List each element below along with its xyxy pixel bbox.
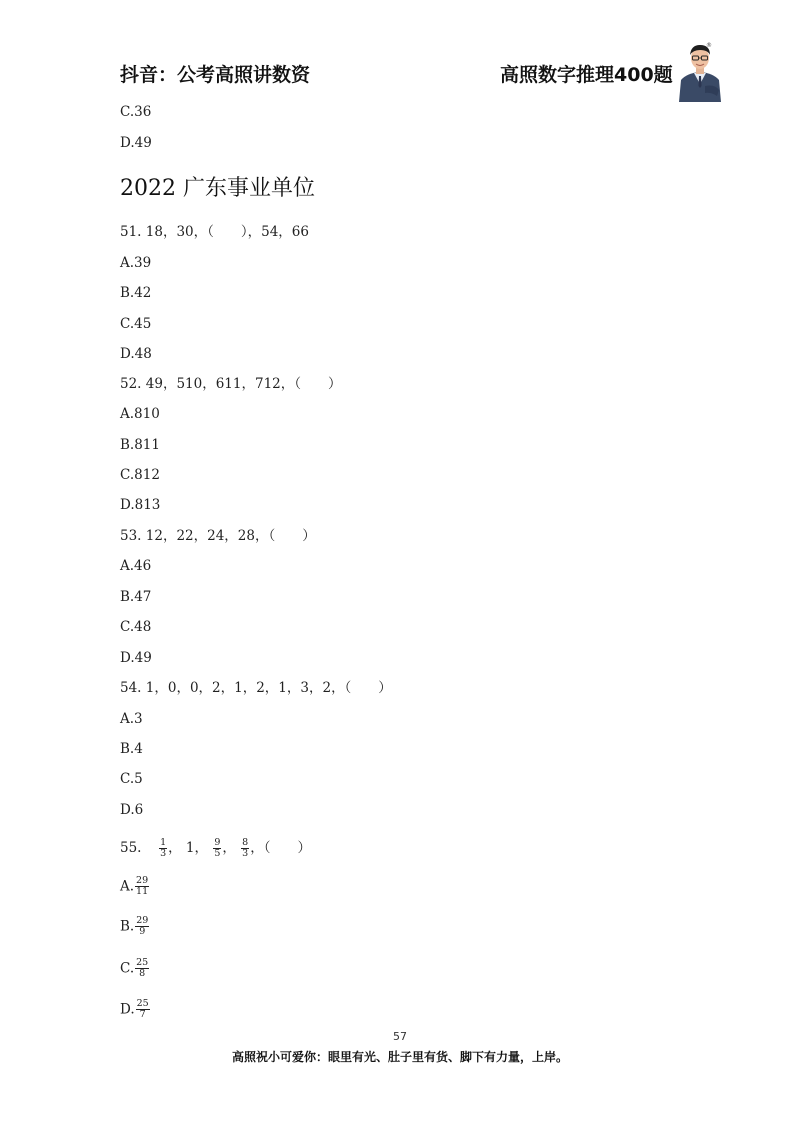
question-52-stem: 52. 49，510，611，712，（ ） [120,376,342,392]
header-right-title: 高照数字推理400题 [500,64,673,86]
question-54-option-d: D.6 [120,802,144,818]
question-51-stem: 51. 18，30，（ ），54，66 [120,224,309,240]
answer-blank: ，（ ） [250,840,311,856]
question-52-option-d: D.813 [120,497,161,513]
question-54-option-b: B.4 [120,741,143,757]
question-55-option-c: C. $\frac{25}{8}$ [120,957,149,979]
header-left-title: 抖音：公考高照讲数资 [120,64,311,86]
question-53-option-d: D.49 [120,650,152,666]
fraction-term-1: $\frac{1}{3}$ [160,837,167,859]
footer-slogan: 高照祝小可爱你：眼里有光、肚子里有货、脚下有力量，上岸。 [231,1050,568,1064]
question-53-stem: 53. 12，22，24，28，（ ） [120,528,316,544]
question-55-option-b: B. $\frac{29}{9}$ [120,915,149,937]
question-53-option-b: B.47 [120,589,152,605]
question-54-option-c: C.5 [120,771,143,787]
question-55-number: 55. [120,840,142,856]
question-51-option-c: C.45 [120,316,152,332]
question-51-option-a: A.39 [120,255,152,271]
question-53-option-c: C.48 [120,619,152,635]
question-54-stem: 54. 1，0，0，2，1，2，1，3，2，（ ） [120,680,392,696]
plain-term-2: 1 [185,840,195,856]
option-prev-d: D.49 [120,135,152,151]
trademark-symbol: ® [706,42,712,49]
question-51-option-d: D.48 [120,346,152,362]
question-54-option-a: A.3 [120,711,143,727]
question-52-option-a: A.810 [120,406,160,422]
question-52-option-c: C.812 [120,467,160,483]
page-number: 57 [393,1030,407,1043]
section-title: 2022 广东事业单位 [120,176,315,201]
author-avatar [675,40,725,102]
fraction-term-4: $\frac{8}{3}$ [242,837,249,859]
question-53-option-a: A.46 [120,558,152,574]
question-52-option-b: B.811 [120,437,160,453]
option-prev-c: C.36 [120,104,152,120]
fraction-term-3: $\frac{9}{5}$ [214,837,221,859]
question-55-stem: 55. $\frac{1}{3}$ ， 1， $\frac{9}{5}$ ， $\frac{8}{3}$ ，（ ） [120,837,311,859]
question-55-option-d: D. $\frac{25}{7}$ [120,998,149,1020]
question-51-option-b: B.42 [120,285,152,301]
question-55-option-a: A. $\frac{29}{11}$ [120,875,149,897]
